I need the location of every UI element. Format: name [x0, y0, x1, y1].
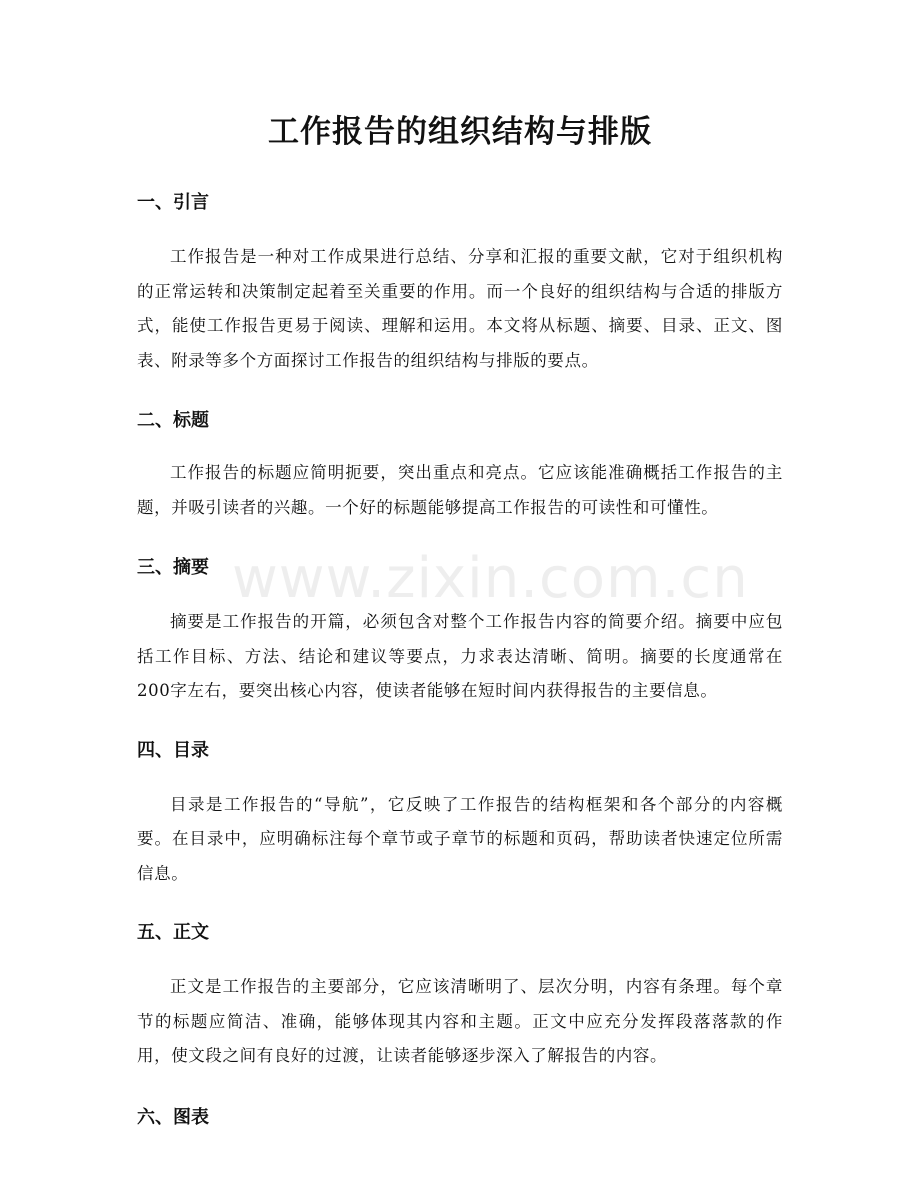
section-heading: 四、目录	[137, 739, 209, 761]
section-paragraph: 正文是工作报告的主要部分，它应该清晰明了、层次分明，内容有条理。每个章节的标题应简洁、准确，能够体现其内容和主题。正文中应充分发挥段落落款的作用，使文段之间有良好的过渡，让读者能够逐步深入了解报告的内容。	[137, 977, 783, 1065]
section-heading: 二、标题	[137, 410, 209, 431]
section-heading: 六、图表	[137, 1106, 209, 1128]
section-abstract	[137, 553, 783, 709]
section-paragraph: 工作报告的标题应简明扼要，突出重点和亮点。它应该能准确概括工作报告的主题，并吸引读者的兴趣。一个好的标题能够提高工作报告的可读性和可懂性。	[137, 463, 783, 517]
section-paragraph: 目录是工作报告的“导航”，它反映了工作报告的结构框架和各个部分的内容概要。在目录中，应明确标注每个章节或子章节的标题和页码，帮助读者快速定位所需信息。	[137, 794, 783, 883]
section-heading: 五、正文	[137, 922, 209, 943]
section-paragraph: 工作报告是一种对工作成果进行总结、分享和汇报的重要文献，它对于组织机构的正常运转和决策制定起着至关重要的作用。而一个良好的组织结构与合适的排版方式，能使工作报告更易于阅读、理解和运用。本文将从标题、摘要、目录、正文、图表、附录等多个方面探讨工作报告的组织结构与排版的要点。	[137, 247, 783, 370]
section-heading: 一、引言	[137, 192, 209, 213]
section-table-of-contents	[137, 736, 783, 892]
section-charts	[137, 1103, 783, 1133]
watermark: www.zixin.com.cn	[232, 546, 749, 611]
section-main-text	[137, 918, 783, 1074]
section-heading: 三、摘要	[137, 557, 209, 578]
document-title: 工作报告的组织结构与排版	[268, 114, 652, 150]
section-introduction	[137, 188, 783, 378]
section-paragraph: 摘要是工作报告的开篇，必须包含对整个工作报告内容的简要介绍。摘要中应包括工作目标、方法、结论和建议等要点，力求表达清晰、简明。摘要的长度通常在200字左右，要突出核心内容，使读者能够在短时间内获得报告的主要信息。	[137, 612, 783, 700]
section-title	[137, 406, 783, 525]
